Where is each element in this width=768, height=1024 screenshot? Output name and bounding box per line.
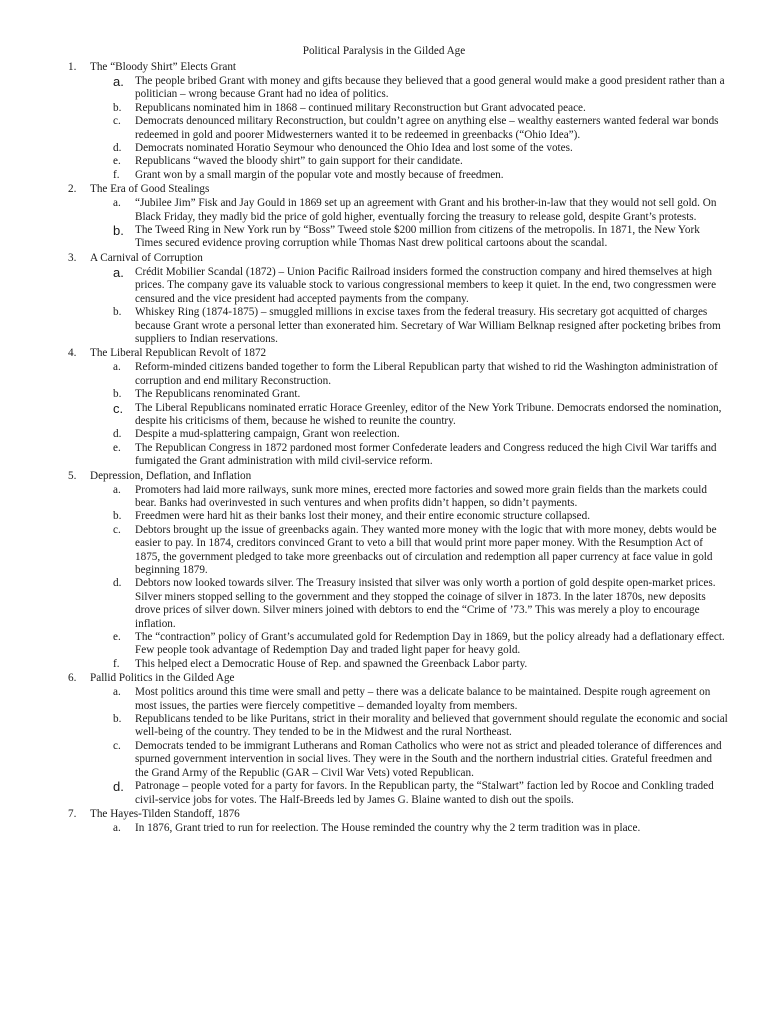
- item-text: Grant won by a small margin of the popular vote and mostly because of freedmen.: [135, 168, 504, 181]
- item-text: The people bribed Grant with money and gifts because they believed that a good general would make a good president rather than a politician – wrong because Grant had no idea of politics.: [135, 75, 725, 101]
- section-title: Pallid Politics in the Gilded Age: [90, 672, 235, 685]
- list-item: [113, 631, 728, 658]
- outline-section: [68, 182, 728, 251]
- outline-section: [68, 807, 728, 835]
- page-title: Political Paralysis in the Gilded Age: [302, 45, 466, 57]
- outline-section: [68, 671, 728, 807]
- list-item: [113, 740, 728, 780]
- item-text: The Republicans renominated Grant.: [135, 388, 301, 401]
- item-letter: f.: [113, 657, 120, 670]
- section-heading: [68, 182, 728, 197]
- section-number: 3.: [68, 251, 77, 264]
- item-text: Democrats tended to be immigrant Lutherans and Roman Catholics who were not as strict and pleaded tolerance of differences and spurned government intervention in social lives. They were in the South and the northern industrial cities. Grateful freedmen and the Grand Army of the Republic (GAR – Civil War Vets) voted Republican.: [135, 739, 722, 779]
- item-letter: e.: [113, 155, 121, 168]
- list-item: [113, 75, 728, 102]
- section-items: [68, 361, 728, 468]
- item-letter: a.: [113, 197, 121, 210]
- item-letter: d.: [113, 779, 124, 795]
- item-text: Despite a mud-splattering campaign, Grant won reelection.: [135, 428, 400, 441]
- section-items: [68, 75, 728, 182]
- item-letter: d.: [113, 428, 122, 441]
- section-items: [68, 484, 728, 672]
- item-letter: c.: [113, 523, 121, 536]
- list-item: [113, 197, 728, 224]
- outline-section: [68, 60, 728, 182]
- outline: [68, 60, 728, 835]
- item-text: The Republican Congress in 1872 pardoned most former Confederate leaders and Congress reduced the high Civil War tariffs and fumigated the Grant administration with mild civil-service reform.: [135, 441, 717, 468]
- item-letter: c.: [113, 739, 121, 752]
- item-letter: f.: [113, 168, 120, 181]
- section-title: The Hayes-Tilden Standoff, 1876: [90, 807, 240, 820]
- section-items: [68, 686, 728, 807]
- list-item: [113, 155, 728, 168]
- section-heading: [68, 671, 728, 686]
- item-letter: b.: [113, 306, 122, 319]
- item-text: Republicans nominated him in 1868 – continued military Reconstruction but Grant advocated peace.: [135, 101, 586, 114]
- list-item: [113, 484, 728, 511]
- list-item: [113, 442, 728, 469]
- item-letter: c.: [113, 400, 124, 416]
- item-text: Democrats nominated Horatio Seymour who denounced the Ohio Idea and lost some of the votes.: [135, 142, 573, 155]
- list-item: [113, 658, 728, 671]
- item-letter: a.: [113, 361, 121, 374]
- section-heading: [68, 469, 728, 484]
- item-text: Freedmen were hard hit as their banks lost their money, and their entire economic structure collapsed.: [135, 510, 591, 523]
- section-heading: [68, 251, 728, 266]
- item-text: In 1876, Grant tried to run for reelection. The House reminded the country why the 2 term tradition was in place.: [135, 821, 641, 834]
- outline-section: [68, 251, 728, 346]
- list-item: [113, 713, 728, 740]
- section-title: A Carnival of Corruption: [90, 251, 203, 264]
- item-letter: a.: [113, 264, 124, 280]
- item-text: Debtors brought up the issue of greenbacks again. They wanted more money with the logic that with more money, debts would be easier to pay. In 1874, creditors convinced Grant to veto a bill that would print more paper money. With the Resumption Act of 1875, the government pledged to take more greenbacks out of circulation and redemption all paper currency at face value in gold beginning 1879.: [135, 523, 717, 576]
- list-item: [113, 115, 728, 142]
- list-item: [113, 428, 728, 441]
- list-item: [113, 402, 728, 429]
- item-text: Whiskey Ring (1874-1875) – smuggled millions in excise taxes from the federal treasury. His secretary got acquitted of charges because Grant wrote a personal letter than exonerated him. Secretary of War William Belknap resigned after pocketing bribes from suppliers to Indian reservations.: [135, 306, 721, 345]
- section-number: 6.: [68, 672, 77, 685]
- section-heading: [68, 807, 728, 822]
- list-item: [113, 361, 728, 388]
- section-title: Depression, Deflation, and Inflation: [90, 469, 252, 482]
- section-number: 5.: [68, 469, 77, 482]
- item-letter: b.: [113, 713, 122, 726]
- item-text: Debtors now looked towards silver. The Treasury insisted that silver was only worth a portion of gold despite open-market prices. Silver miners stopped selling to the government and they stopped the coinage of silver in 1873. In the later 1870s, new deposits drove prices of silver down. Silver miners joined with debtors to end the “Crime of ’73.” This was merely a ploy to encourage inflation.: [135, 577, 716, 630]
- list-item: [113, 577, 728, 631]
- section-heading: [68, 60, 728, 75]
- section-items: [68, 266, 728, 346]
- item-letter: d.: [113, 577, 122, 590]
- section-number: 1.: [68, 61, 77, 73]
- item-text: Reform-minded citizens banded together to form the Liberal Republican party that wished to rid the Washington administration of corruption and end military Reconstruction.: [135, 361, 718, 387]
- item-letter: e.: [113, 441, 121, 454]
- section-number: 4.: [68, 347, 77, 360]
- section-title: The Era of Good Stealings: [90, 183, 210, 196]
- list-item: [113, 306, 728, 346]
- item-text: Republicans “waved the bloody shirt” to gain support for their candidate.: [135, 155, 463, 168]
- item-text: The Tweed Ring in New York run by “Boss” Tweed stole $200 million from citizens of the metropolis. In 1871, the New York Times secured evidence proving corruption while Thomas Nast drew political cartoons about the scandal.: [135, 224, 700, 250]
- item-text: Crédit Mobilier Scandal (1872) – Union Pacific Railroad insiders formed the construction company and hired themselves at high prices. The company gave its valuable stock to various congressional members to keep it quiet. In the end, two congressmen were censured and the vice president had accepted payments from the company.: [135, 265, 717, 305]
- item-text: Republicans tended to be like Puritans, strict in their morality and believed that government should regulate the economic and social well-being of the country. They tended to be in the Midwest and the rural Northeast.: [135, 713, 728, 739]
- list-item: [113, 142, 728, 155]
- outline-section: [68, 346, 728, 468]
- list-item: [113, 686, 728, 713]
- list-item: [113, 388, 728, 401]
- section-title: The “Bloody Shirt” Elects Grant: [90, 61, 237, 73]
- list-item: [113, 524, 728, 578]
- item-letter: b.: [113, 510, 122, 523]
- section-title: The Liberal Republican Revolt of 1872: [90, 347, 267, 360]
- list-item: [113, 266, 728, 306]
- item-text: Patronage – people voted for a party for favors. In the Republican party, the “Stalwart” faction led by Rocoe and Conkling traded civil-service jobs for votes. The Half-Breeds led by James G. Blaine wanted to dish out the spoils.: [135, 780, 714, 806]
- item-letter: d.: [113, 142, 122, 155]
- item-letter: a.: [113, 483, 121, 496]
- item-text: This helped elect a Democratic House of Rep. and spawned the Greenback Labor party.: [135, 657, 528, 670]
- item-letter: c.: [113, 115, 121, 128]
- item-letter: b.: [113, 101, 122, 114]
- list-item: [113, 510, 728, 523]
- section-items: [68, 822, 728, 835]
- item-letter: b.: [113, 388, 122, 401]
- list-item: [113, 102, 728, 115]
- item-letter: b.: [113, 223, 124, 239]
- list-item: [113, 224, 728, 251]
- section-number: 7.: [68, 807, 77, 820]
- item-text: Promoters had laid more railways, sunk more mines, erected more factories and sowed more grain fields than the markets could bear. Banks had overinvested in such ventures and when profits didn’t happen, so didn’t payments.: [135, 483, 707, 509]
- item-text: The Liberal Republicans nominated erratic Horace Greenley, editor of the New York Tribune. Democrats endorsed the nomination, despite his criticisms of them, because he wished to reunite the country.: [135, 401, 722, 427]
- item-text: “Jubilee Jim” Fisk and Jay Gould in 1869 set up an agreement with Grant and his brother-in-law that they would not sell gold. On Black Friday, they madly bid the price of gold higher, eventually forcing the treasury to release gold, despite Grant’s protests.: [135, 197, 717, 223]
- item-text: Most politics around this time were small and petty – there was a delicate balance to be maintained. Despite rough agreement on most issues, the parties were fiercely competitive – demanded loyalty from members.: [135, 686, 711, 712]
- section-heading: [68, 346, 728, 361]
- item-letter: e.: [113, 631, 121, 644]
- list-item: [113, 780, 728, 807]
- list-item: [113, 822, 728, 835]
- item-text: The “contraction” policy of Grant’s accumulated gold for Redemption Day in 1869, but the policy already had a deflationary effect. Few people took advantage of Redemption Day and traded light paper for heavy gold.: [135, 631, 725, 657]
- list-item: [113, 169, 728, 182]
- item-letter: a.: [113, 74, 124, 89]
- item-letter: a.: [113, 686, 121, 699]
- section-items: [68, 197, 728, 251]
- item-text: Democrats denounced military Reconstruction, but couldn’t agree on anything else – wealthy easterners wanted federal war bonds redeemed in gold and poorer Midwesterners wanted it to be redeemed in greenbacks (“Ohio Idea”).: [135, 115, 719, 141]
- item-letter: a.: [113, 821, 121, 834]
- outline-section: [68, 469, 728, 672]
- section-number: 2.: [68, 183, 77, 196]
